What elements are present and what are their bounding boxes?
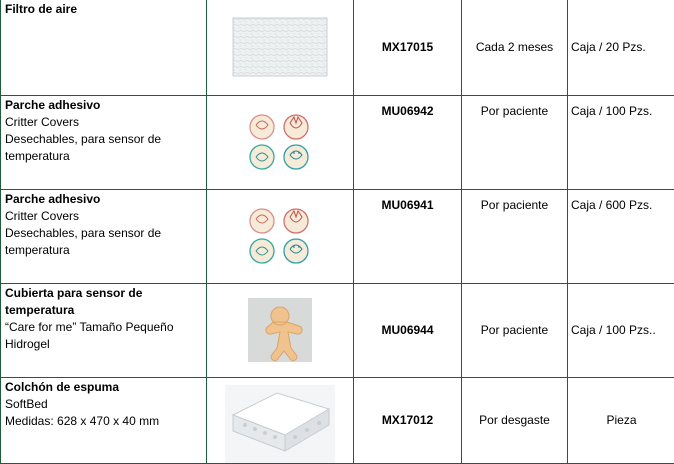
- animal-stickers-image: [240, 205, 320, 267]
- package-size: Caja / 100 Pzs.: [568, 95, 674, 189]
- product-description: [1, 0, 207, 95]
- product-code: MU06942: [354, 95, 462, 189]
- product-code: MX17015: [354, 0, 462, 95]
- product-line: Hidrogel: [5, 336, 202, 353]
- table-row: [1, 95, 674, 189]
- product-image: [207, 0, 354, 95]
- product-line: SoftBed: [5, 396, 202, 413]
- product-code: MX17012: [354, 377, 462, 463]
- product-title: Cubierta para sensor de temperatura: [5, 285, 202, 319]
- product-line: Critter Covers: [5, 208, 202, 225]
- package-size: Caja / 600 Pzs.: [568, 189, 674, 283]
- table-row: [1, 377, 674, 463]
- product-line: Desechables, para sensor de: [5, 225, 202, 242]
- air-filter-pad-image: [232, 17, 328, 77]
- product-image: [207, 189, 354, 283]
- replacement-frequency: Por paciente: [462, 189, 568, 283]
- package-size: Caja / 100 Pzs..: [568, 283, 674, 377]
- product-description: [1, 95, 207, 189]
- product-image: [207, 283, 354, 377]
- product-title: Parche adhesivo: [5, 191, 202, 208]
- package-size: Caja / 20 Pzs.: [568, 0, 674, 95]
- replacement-frequency: Cada 2 meses: [462, 0, 568, 95]
- replacement-frequency: Por desgaste: [462, 377, 568, 463]
- table-row: [1, 0, 674, 95]
- product-image: [207, 377, 354, 463]
- product-line: Medidas: 628 x 470 x 40 mm: [5, 413, 202, 430]
- product-line: “Care for me” Tamaño Pequeño: [5, 319, 202, 336]
- product-line: temperatura: [5, 242, 202, 259]
- foam-mattress-image: [225, 385, 335, 463]
- product-code: MU06941: [354, 189, 462, 283]
- product-line: Desechables, para sensor de: [5, 131, 202, 148]
- product-description: [1, 377, 207, 463]
- table-row: [1, 189, 674, 283]
- animal-stickers-image: [240, 111, 320, 173]
- product-title: Parche adhesivo: [5, 97, 202, 114]
- product-line: temperatura: [5, 148, 202, 165]
- product-line: Critter Covers: [5, 114, 202, 131]
- product-description: [1, 189, 207, 283]
- replacement-frequency: Por paciente: [462, 95, 568, 189]
- product-title: Colchón de espuma: [5, 379, 202, 396]
- product-code: MU06944: [354, 283, 462, 377]
- table-row: [1, 283, 674, 377]
- product-title: Filtro de aire: [5, 1, 202, 18]
- gingerbread-cover-image: [240, 295, 320, 365]
- product-image: [207, 95, 354, 189]
- product-description: [1, 283, 207, 377]
- replacement-frequency: Por paciente: [462, 283, 568, 377]
- package-size: Pieza: [568, 377, 674, 463]
